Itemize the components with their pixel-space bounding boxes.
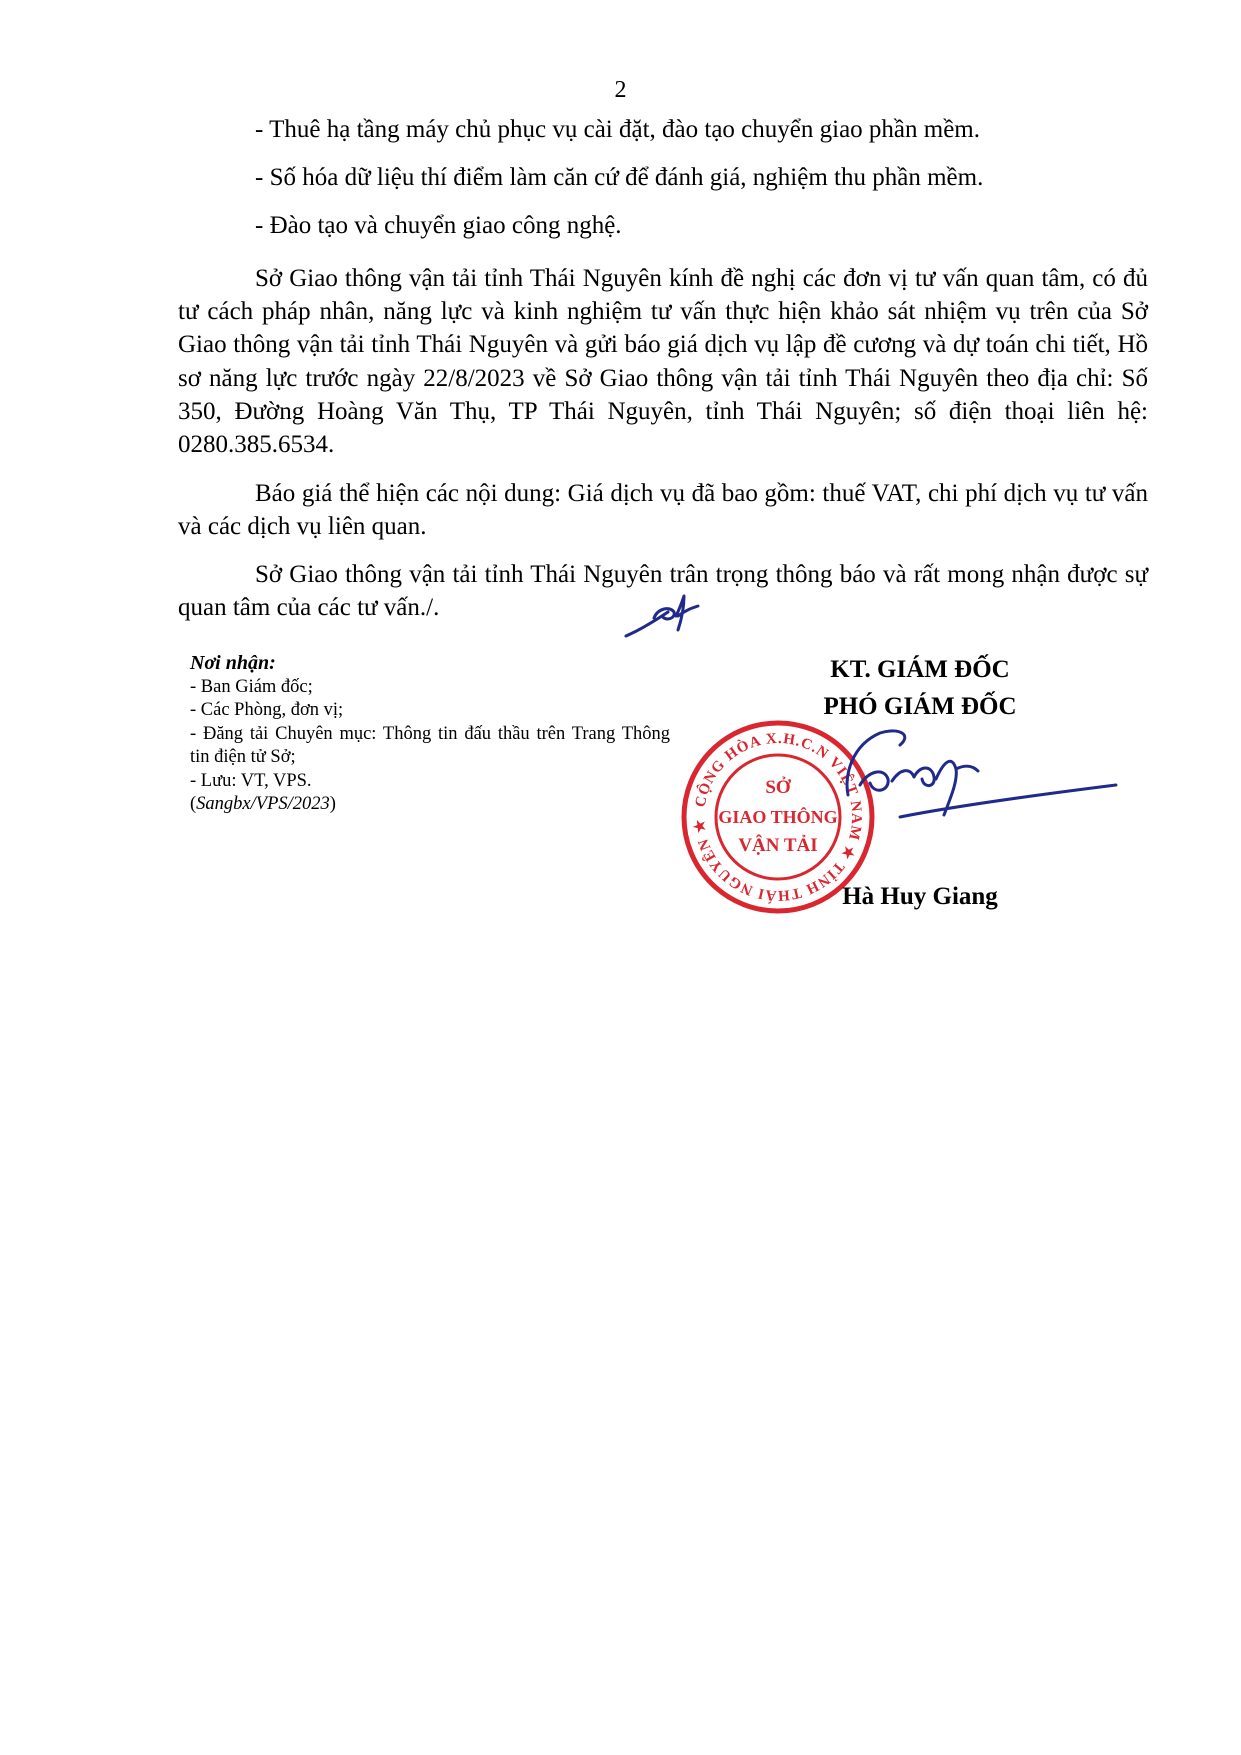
svg-text:SỞ: SỞ	[765, 777, 791, 798]
body-paragraph: Báo giá thể hiện các nội dung: Giá dịch vụ đã bao gồm: thuế VAT, chi phí dịch vụ tư vấn và các dịch vụ liên quan.	[178, 480, 1148, 541]
reference-open: (	[190, 794, 197, 814]
page-number: 2	[614, 77, 627, 103]
recipients-block	[190, 652, 670, 817]
svg-text:CỘNG HÒA X.H.C.N VIỆT NAM ★ TỈ: CỘNG HÒA X.H.C.N VIỆT NAM ★ TỈNH THÁI NGUYÊN ★	[691, 730, 865, 904]
handwritten-signature	[840, 725, 1120, 835]
signature-title-line1: KT. GIÁM ĐỐC	[830, 656, 1010, 683]
signature-title-line2: PHÓ GIÁM ĐỐC	[823, 693, 1017, 720]
reference-close: )	[329, 794, 336, 814]
bullet-item: - Thuê hạ tầng máy chủ phục vụ cài đặt, đào tạo chuyển giao phần mềm.	[255, 116, 980, 143]
initial-signature	[618, 586, 713, 646]
recipient-item: - Đăng tải Chuyên mục: Thông tin đấu thầu trên Trang Thông tin điện tử Sở;	[190, 723, 670, 767]
signer-name: Hà Huy Giang	[842, 883, 998, 910]
signature-title-block	[755, 651, 1085, 725]
svg-text:GIAO THÔNG: GIAO THÔNG	[718, 807, 838, 827]
recipients-heading: Nơi nhận:	[190, 652, 276, 674]
recipient-item: - Lưu: VT, VPS.	[190, 770, 312, 791]
svg-text:VẬN TẢI: VẬN TẢI	[738, 835, 818, 856]
body-paragraph: Sở Giao thông vận tải tỉnh Thái Nguyên kính đề nghị các đơn vị tư vấn quan tâm, có đủ tư cách pháp nhân, năng lực và kinh nghiệm tư vấn thực hiện khảo sát nhiệm vụ trên của Sở Giao thông vận tải tỉnh Thái Nguyên và gửi báo giá dịch vụ lập đề cương và dự toán chi tiết, Hồ sơ năng lực trước ngày 22/8/2023 về Sở Giao thông vận tải tỉnh Thái Nguyên theo địa chỉ: Số 350, Đường Hoàng Văn Thụ, TP Thái Nguyên, tỉnh Thái Nguyên; số điện thoại liên hệ: 0280.385.6534.	[178, 265, 1148, 459]
document-reference	[190, 793, 670, 817]
bullet-item: - Đào tạo và chuyển giao công nghệ.	[255, 212, 622, 239]
recipient-item: - Ban Giám đốc;	[190, 676, 313, 697]
bullet-item: - Số hóa dữ liệu thí điểm làm căn cứ để đánh giá, nghiệm thu phần mềm.	[255, 164, 984, 191]
reference-code: Sangbx/VPS/2023	[196, 794, 330, 814]
recipient-item: - Các Phòng, đơn vị;	[190, 700, 344, 720]
body-paragraph: Sở Giao thông vận tải tỉnh Thái Nguyên trân trọng thông báo và rất mong nhận được sự quan tâm của các tư vấn./.	[178, 561, 1148, 622]
